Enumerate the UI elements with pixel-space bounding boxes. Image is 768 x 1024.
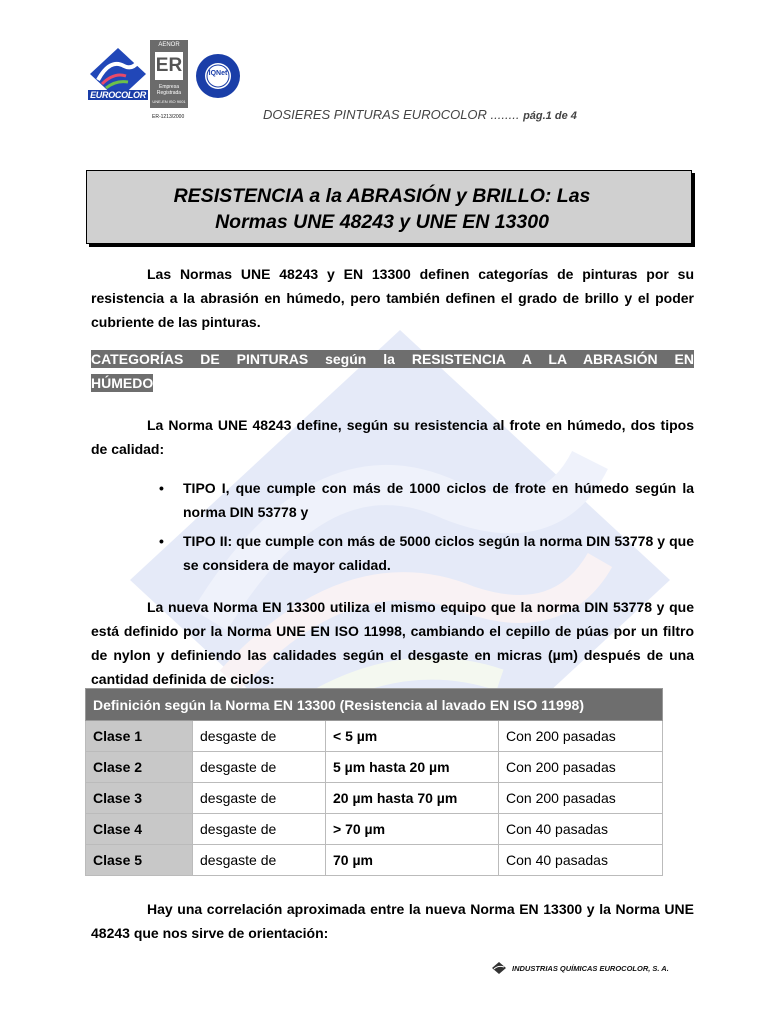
table-row: [86, 845, 663, 876]
aenor-top-label: AENOR: [158, 42, 180, 48]
eurocolor-footer-icon: [492, 962, 506, 974]
section-heading-text2: HÚMEDO: [91, 375, 154, 391]
cell-valor: 5 µm hasta 20 µm: [326, 752, 499, 783]
quality-type-list: [145, 476, 694, 582]
iqnet-label: IQNet: [208, 70, 228, 77]
aenor-er-box: [155, 52, 183, 80]
en-paragraph: La nueva Norma EN 13300 utiliza el mismo equipo que la norma DIN 53778 y que está definido por la Norma UNE EN ISO 11998, cambiando el cepillo de púas por un filtro de nylon y definiendo las calidades según el desgaste en micras (µm) después de una cantidad definida de ciclos:: [91, 599, 694, 687]
intro-paragraph: Las Normas UNE 48243 y EN 13300 definen categorías de pinturas por su resistencia a la abrasión en húmedo, pero también definen el grado de brillo y el poder cubriente de las pinturas.: [91, 266, 694, 330]
cell-clase: Clase 4: [86, 814, 193, 845]
table-header: Definición según la Norma EN 13300 (Resistencia al lavado EN ISO 11998): [86, 689, 663, 721]
cell-desc: desgaste de: [193, 752, 326, 783]
list-item: [145, 476, 694, 524]
bullet-icon: •: [159, 533, 164, 549]
cell-valor: > 70 µm: [326, 814, 499, 845]
aenor-bottom-label: UNE-EN ISO 9001: [152, 99, 186, 104]
cell-pasadas: Con 40 pasadas: [499, 814, 663, 845]
list-item: [145, 529, 694, 577]
cell-desc: desgaste de: [193, 814, 326, 845]
table-row: [86, 752, 663, 783]
table-row: [86, 721, 663, 752]
document-title-line1: RESISTENCIA a la ABRASIÓN y BRILLO: Las: [173, 185, 591, 207]
cell-desc: desgaste de: [193, 783, 326, 814]
document-title-line2: Normas UNE 48243 y UNE EN 13300: [215, 211, 549, 233]
list-item-text: TIPO II: que cumple con más de 5000 ciclos según la norma DIN 53778 y que se considera de mayor calidad.: [183, 533, 694, 573]
header-logos: [88, 40, 258, 120]
cell-pasadas: Con 40 pasadas: [499, 845, 663, 876]
eurocolor-logo-label: EUROCOLOR: [88, 90, 148, 100]
cell-valor: 20 µm hasta 70 µm: [326, 783, 499, 814]
cell-pasadas: Con 200 pasadas: [499, 721, 663, 752]
document-title: [87, 183, 677, 235]
cell-clase: Clase 2: [86, 752, 193, 783]
cell-desc: desgaste de: [193, 845, 326, 876]
title-box: [86, 170, 692, 244]
cell-clase: Clase 1: [86, 721, 193, 752]
cell-desc: desgaste de: [193, 721, 326, 752]
section-heading-text1: CATEGORÍAS DE PINTURAS según la RESISTENCIA A LA ABRASIÓN EN: [91, 351, 694, 367]
section-heading-line2: [91, 372, 153, 394]
aenor-sub-label: Empresa Registrada: [156, 84, 182, 96]
cell-valor: < 5 µm: [326, 721, 499, 752]
cell-pasadas: Con 200 pasadas: [499, 783, 663, 814]
table-header-row: [86, 689, 663, 721]
bullet-icon: •: [159, 480, 164, 496]
cell-valor: 70 µm: [326, 845, 499, 876]
header-title-text: DOSIERES PINTURAS EUROCOLOR ........: [263, 107, 520, 122]
page-number: pág.1 de 4: [523, 110, 577, 122]
une-paragraph: La Norma UNE 48243 define, según su resistencia al frote en húmedo, dos tipos de calidad:: [91, 417, 694, 457]
section-heading-line1: [91, 348, 694, 370]
certificate-number: ER-1213/2000: [152, 114, 185, 120]
cell-pasadas: Con 200 pasadas: [499, 752, 663, 783]
footer-company: INDUSTRIAS QUÍMICAS EUROCOLOR, S. A.: [512, 964, 669, 973]
class-table: [85, 688, 663, 876]
table-row: [86, 783, 663, 814]
cell-clase: Clase 5: [86, 845, 193, 876]
aenor-logo: [150, 40, 188, 108]
correlation-paragraph: Hay una correlación aproximada entre la nueva Norma EN 13300 y la Norma UNE 48243 que nos sirve de orientación:: [91, 901, 694, 941]
list-item-text: TIPO I, que cumple con más de 1000 ciclos de frote en húmedo según la norma DIN 53778 y: [183, 480, 694, 520]
document-header: [263, 107, 577, 122]
aenor-er-mark: ER: [155, 55, 183, 76]
cell-clase: Clase 3: [86, 783, 193, 814]
table-row: [86, 814, 663, 845]
